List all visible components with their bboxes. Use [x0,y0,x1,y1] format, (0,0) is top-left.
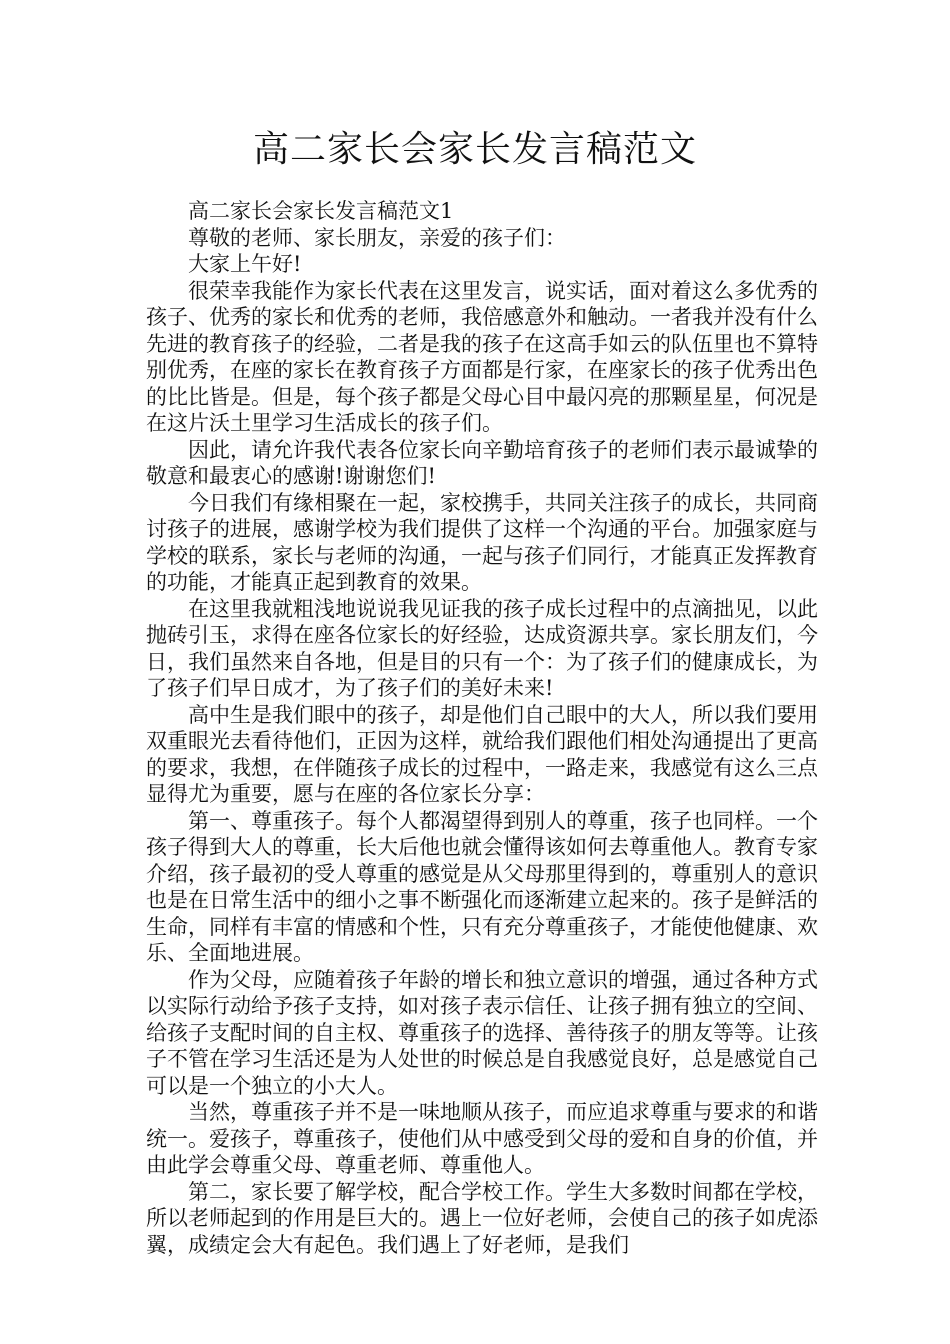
paragraph: 第一、尊重孩子。每个人都渴望得到别人的尊重，孩子也同样。一个孩子得到大人的尊重，长大后他也就会懂得该如何去尊重他人。教育专家介绍，孩子最初的受人尊重的感觉是从父母那里得到的，尊重别人的意识也是在日常生活中的细小之事不断强化而逐渐建立起来的。孩子是鲜活的生命，同样有丰富的情感和个性，只有充分尊重孩子，才能使他健康、欢乐、全面地进展。 [146,808,818,965]
greeting: 大家上午好! [188,252,302,276]
paragraph: 在这里我就粗浅地说说我见证我的孩子成长过程中的点滴拙见，以此抛砖引玉，求得在座各位家长的好经验，达成资源共享。家长朋友们，今日，我们虽然来自各地，但是目的只有一个：为了孩子们的健康成长，为了孩子们早日成才，为了孩子们的美好未来! [146,596,818,700]
salutation: 尊敬的老师、家长朋友，亲爱的孩子们： [188,225,566,250]
document-body [146,198,818,1258]
paragraph: 今日我们有缘相聚在一起，家校携手，共同关注孩子的成长，共同商讨孩子的进展，感谢学校为我们提供了这样一个沟通的平台。加强家庭与学校的联系，家长与老师的沟通，一起与孩子们同行，才能真正发挥教育的功能，才能真正起到教育的效果。 [146,490,818,594]
paragraph: 高中生是我们眼中的孩子，却是他们自己眼中的大人，所以我们要用双重眼光去看待他们，正因为这样，就给我们跟他们相处沟通提出了更高的要求，我想，在伴随孩子成长的过程中，一路走来，我感觉有这么三点显得尤为重要，愿与在座的各位家长分享： [146,702,818,806]
paragraph: 很荣幸我能作为家长代表在这里发言，说实话，面对着这么多优秀的孩子、优秀的家长和优秀的老师，我倍感意外和触动。一者我并没有什么先进的教育孩子的经验，二者是我的孩子在这高手如云的队伍里也不算特别优秀，在座的家长在教育孩子方面都是行家，在座家长的孩子优秀出色的比比皆是。但是，每个孩子都是父母心目中最闪亮的那颗星星，何况是在这片沃土里学习生活成长的孩子们。 [146,278,818,435]
paragraph: 当然，尊重孩子并不是一味地顺从孩子，而应追求尊重与要求的和谐统一。爱孩子，尊重孩子，使他们从中感受到父母的爱和自身的价值，并由此学会尊重父母、尊重老师、尊重他人。 [146,1100,818,1177]
paragraph: 因此，请允许我代表各位家长向辛勤培育孩子的老师们表示最诚挚的敬意和最衷心的感谢!谢谢您们! [146,437,818,488]
paragraph: 第二，家长要了解学校，配合学校工作。学生大多数时间都在学校，所以老师起到的作用是巨大的。遇上一位好老师，会使自己的孩子如虎添翼，成绩定会大有起色。我们遇上了好老师，是我们 [146,1179,818,1257]
document-title: 高二家长会家长发言稿范文 [252,129,697,170]
section-heading: 高二家长会家长发言稿范文1 [188,199,454,223]
paragraph: 作为父母，应随着孩子年龄的增长和独立意识的增强，通过各种方式以实际行动给予孩子支持，如对孩子表示信任、让孩子拥有独立的空间、给孩子支配时间的自主权、尊重孩子的选择、善待孩子的朋友等等。让孩子不管在学习生活还是为人处世的时候总是自我感觉良好，总是感觉自己可以是一个独立的小大人。 [146,967,818,1098]
